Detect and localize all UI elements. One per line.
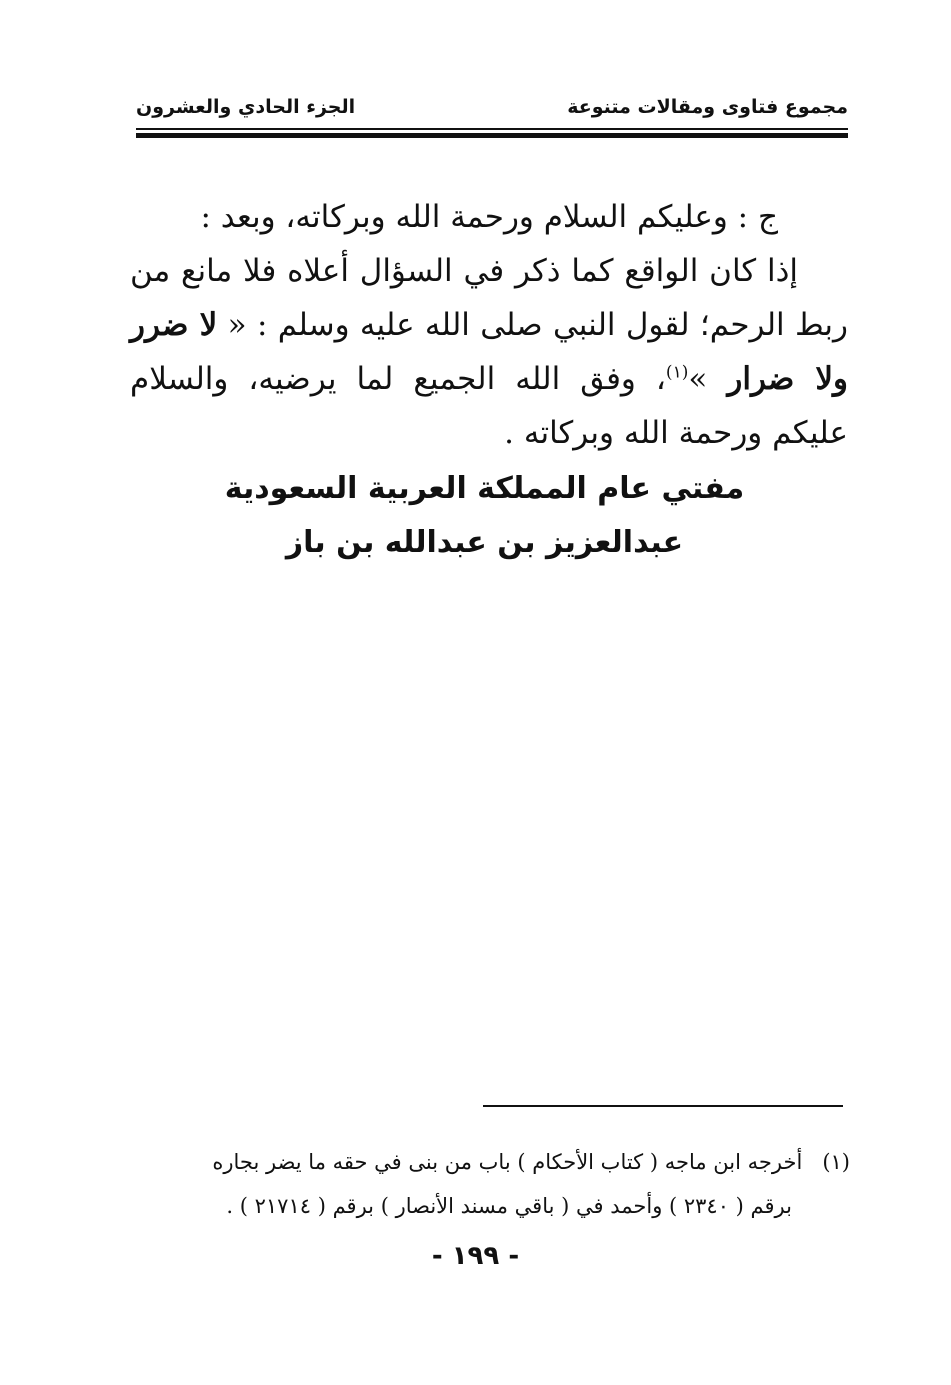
signature-name: عبدالعزيز بن عبدالله بن باز: [285, 525, 684, 560]
hadith-close: »: [688, 361, 708, 397]
answer-paragraph: [130, 244, 848, 460]
header-rule-thick: [136, 133, 848, 138]
footnote: [122, 1140, 850, 1228]
signature-block: [0, 462, 951, 570]
footnote-number: (١): [822, 1150, 850, 1174]
footnote-text-1: أخرجه ابن ماجه ( كتاب الأحكام ) باب من بنى في حقه ما يضر بجاره: [212, 1150, 803, 1174]
paragraph-intro: إذا كان الواقع كما ذكر في السؤال أعلاه فلا مانع من ربط الرحم؛ لقول النبي صلى الله عليه وسلم : «: [130, 253, 849, 343]
fatwa-answer: [130, 190, 848, 460]
answer-greeting: ج : وعليكم السلام ورحمة الله وبركاته، وبعد :: [200, 199, 778, 235]
header-rule-thin: [136, 128, 848, 130]
paragraph-end: ، وفق الله الجميع لما يرضيه، والسلام عليكم ورحمة الله وبركاته .: [130, 361, 848, 451]
signature-title: مفتي عام المملكة العربية السعودية: [224, 471, 745, 506]
running-header: [136, 96, 848, 124]
book-title: مجموع فتاوى ومقالات متنوعة: [567, 96, 848, 118]
footnote-separator: [483, 1105, 843, 1107]
footnote-line-2: برقم ( ٢٣٤٠ ) وأحمد في ( باقي مسند الأنصار ) برقم ( ٢١٧١٤ ) .: [226, 1194, 792, 1218]
footnote-line-1: [122, 1140, 850, 1184]
page-number: - ١٩٩ -: [431, 1241, 520, 1271]
hadith-text: لا ضرر ولا ضرار: [130, 307, 849, 397]
footnote-marker: (١): [665, 362, 689, 383]
volume-label: الجزء الحادي والعشرون: [136, 96, 356, 118]
